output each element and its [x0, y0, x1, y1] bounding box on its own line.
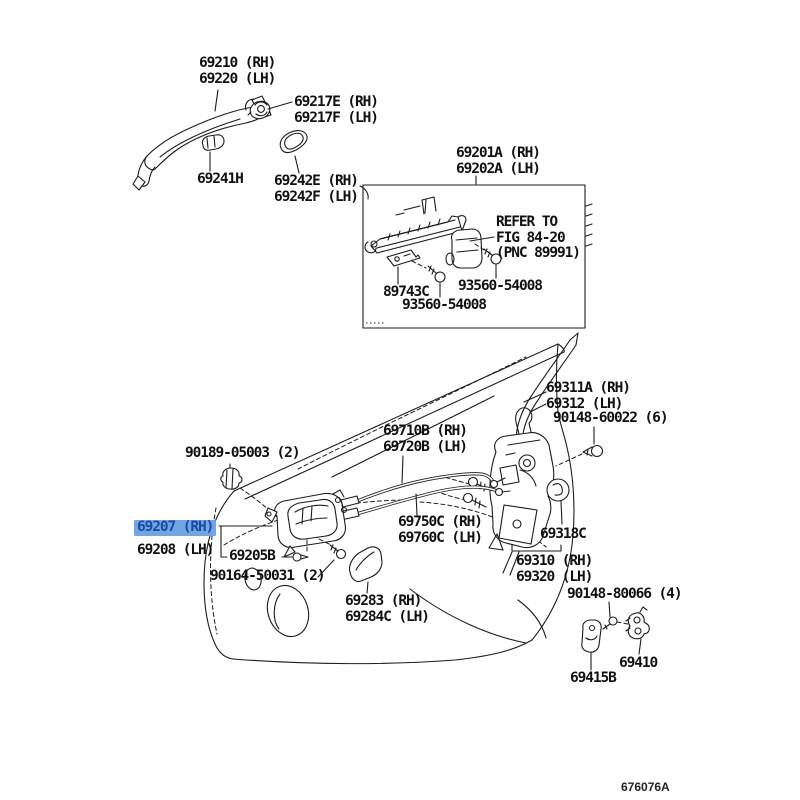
leader-69210: [215, 90, 218, 111]
leader-69242: [295, 156, 299, 173]
part-label-69310[interactable]: 69310 (RH) 69320 (LH): [516, 553, 593, 585]
part-label-69208[interactable]: 69208 (LH): [137, 542, 214, 558]
cables-group: [330, 456, 510, 520]
part-label-93560-right[interactable]: 93560-54008: [458, 278, 542, 294]
frame-channel-drawing: [365, 197, 466, 253]
actuator-drawing: [446, 229, 482, 268]
door-bottom-edge: [233, 640, 532, 664]
part-label-69210[interactable]: 69210 (RH) 69220 (LH): [199, 55, 276, 87]
part-label-90148-60022[interactable]: 90148-60022 (6): [553, 410, 668, 426]
leader-69710: [402, 456, 403, 483]
part-label-69318c[interactable]: 69318C: [540, 526, 586, 542]
part-label-69311[interactable]: 69311A (RH) 69312 (LH): [546, 380, 630, 412]
handle-pad-clip-drawing: [202, 135, 224, 150]
plate-69415b-drawing: [582, 620, 601, 670]
part-label-90148-80066[interactable]: 90148-80066 (4): [567, 586, 682, 602]
speaker-hole: [261, 580, 315, 642]
pad-69283-drawing: [349, 547, 382, 593]
bracket-89743c-drawing: [387, 250, 420, 266]
part-label-69241h[interactable]: 69241H: [197, 171, 243, 187]
leader-69283: [367, 582, 368, 593]
lock-screw-left-2: [464, 494, 487, 509]
part-label-69207[interactable]: 69207 (RH): [134, 520, 216, 536]
part-label-69710[interactable]: 69710B (RH) 69720B (LH): [383, 423, 467, 455]
striker-69410-drawing: [626, 607, 649, 654]
part-label-69205b[interactable]: 69205B: [229, 548, 275, 564]
part-label-69415b[interactable]: 69415B: [570, 670, 616, 686]
handle-cap-drawing: [248, 99, 273, 122]
part-label-69750[interactable]: 69750C (RH) 69760C (LH): [398, 514, 482, 546]
handle-gasket-drawing: [280, 131, 307, 153]
leader-69410: [639, 639, 641, 654]
leader-69217: [268, 102, 292, 109]
part-label-69217[interactable]: 69217E (RH) 69217F (LH): [294, 94, 378, 126]
leader-90148-80066: [609, 602, 610, 617]
part-label-69410[interactable]: 69410: [619, 655, 658, 671]
part-label-69242[interactable]: 69242E (RH) 69242F (LH): [274, 173, 358, 205]
leader-69318c: [561, 501, 562, 524]
part-label-90189[interactable]: 90189-05003 (2): [185, 445, 300, 461]
part-label-69283[interactable]: 69283 (RH) 69284C (LH): [345, 593, 429, 625]
refer-note: REFER TO FIG 84-20 (PNC 89991): [496, 214, 580, 261]
part-label-69201[interactable]: 69201A (RH) 69202A (LH): [456, 145, 540, 177]
part-label-89743c[interactable]: 89743C: [383, 284, 429, 300]
part-label-93560-bottom[interactable]: 93560-54008: [402, 297, 486, 313]
screw-90148-80066-drawing: [603, 602, 628, 629]
part-label-90164[interactable]: 90164-50031 (2): [210, 568, 325, 584]
screw-93560-bottom: [428, 266, 445, 282]
diagram-code: 676076A: [621, 780, 670, 794]
